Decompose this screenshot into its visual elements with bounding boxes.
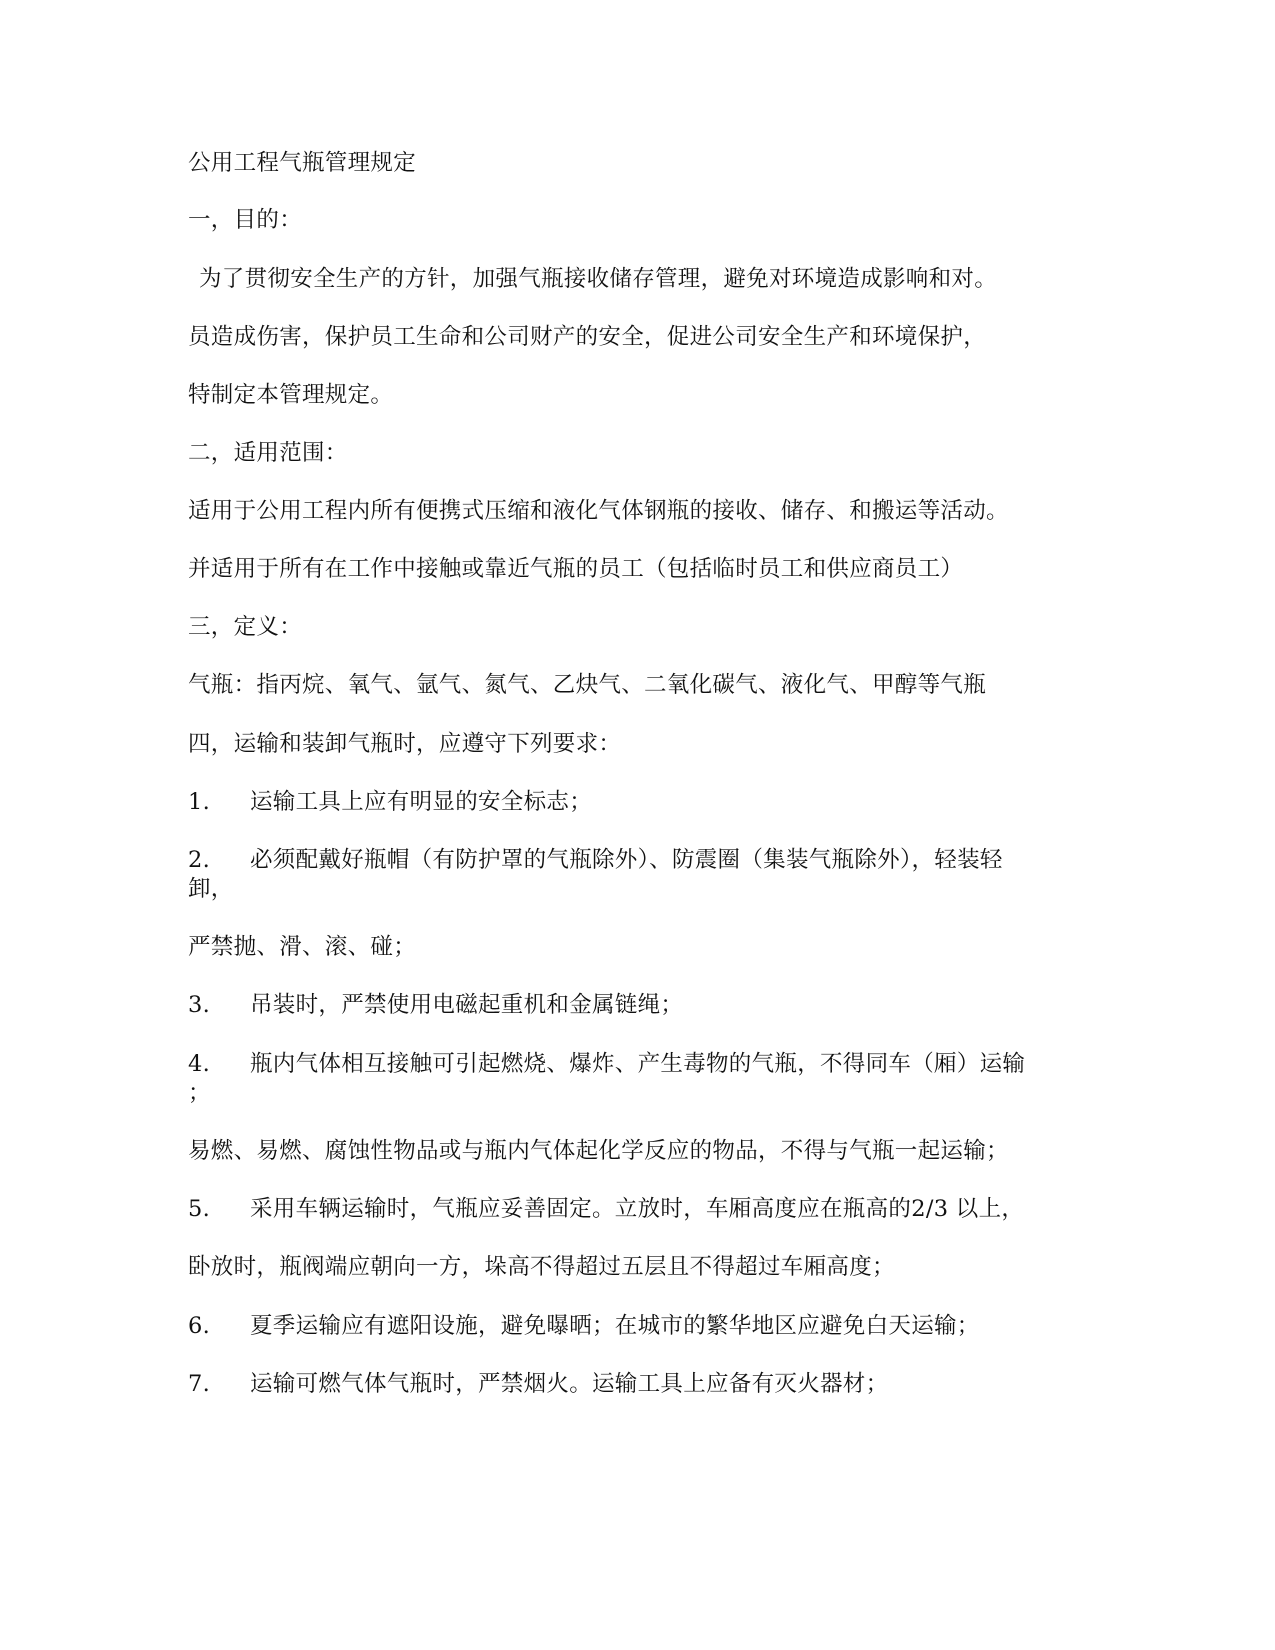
section2-paragraph-line1: 适用于公用工程内所有便携式压缩和液化气体钢瓶的接收、储存、和搬运等活动。 xyxy=(188,498,1009,524)
item-text-continuation: 易燃、易燃、腐蚀性物品或与瓶内气体起化学反应的物品，不得与气瓶一起运输； xyxy=(188,1138,1009,1164)
item-number: 2. xyxy=(188,847,211,873)
item-text: 采用车辆运输时，气瓶应妥善固定。立放时，车厢高度应在瓶高的2/3 以上， xyxy=(250,1196,1025,1222)
list-item xyxy=(188,1049,1025,1079)
item-number: 6. xyxy=(188,1313,211,1339)
item-text: 吊装时，严禁使用电磁起重机和金属链绳； xyxy=(250,992,684,1018)
list-item xyxy=(188,1369,888,1399)
section2-paragraph-line2: 并适用于所有在工作中接触或靠近气瓶的员工（包括临时员工和供应商员工） xyxy=(188,556,964,582)
item-text-continuation: 严禁抛、滑、滚、碰； xyxy=(188,934,417,960)
item-text-continuation: 卧放时，瓶阀端应朝向一方，垛高不得超过五层且不得超过车厢高度； xyxy=(188,1254,895,1280)
list-item xyxy=(188,990,683,1020)
section1-heading: 一，目的： xyxy=(188,207,303,233)
item-text: 夏季运输应有遮阳设施，避免曝晒；在城市的繁华地区应避免白天运输； xyxy=(250,1313,980,1339)
section1-paragraph-line2: 员造成伤害，保护员工生命和公司财产的安全，促进公司安全生产和环境保护， xyxy=(188,324,987,350)
document-title: 公用工程气瓶管理规定 xyxy=(188,150,417,176)
item-number: 4. xyxy=(188,1051,211,1077)
item-text-wrap: 卸， xyxy=(188,876,234,902)
item-text: 瓶内气体相互接触可引起燃烧、爆炸、产生毒物的气瓶，不得同车（厢）运输 xyxy=(250,1051,1026,1077)
item-number: 5. xyxy=(188,1196,211,1222)
item-text: 运输可燃气体气瓶时，严禁烟火。运输工具上应备有灭火器材； xyxy=(250,1371,889,1397)
section3-paragraph: 气瓶：指丙烷、氧气、氩气、氮气、乙炔气、二氧化碳气、液化气、甲醇等气瓶 xyxy=(188,672,987,698)
item-text-wrap: ； xyxy=(188,1080,211,1106)
item-number: 7. xyxy=(188,1371,211,1397)
section3-heading: 三，定义： xyxy=(188,614,303,640)
list-item xyxy=(188,1194,1024,1224)
section1-paragraph-line1: 为了贯彻安全生产的方针，加强气瓶接收储存管理，避免对环境造成影响和对。 xyxy=(199,266,998,292)
list-item xyxy=(188,787,592,817)
item-number: 1. xyxy=(188,789,211,815)
list-item xyxy=(188,845,1003,875)
item-number: 3. xyxy=(188,992,211,1018)
section1-paragraph-line3: 特制定本管理规定。 xyxy=(188,382,394,408)
list-item xyxy=(188,1311,980,1341)
section4-heading: 四，运输和装卸气瓶时，应遵守下列要求： xyxy=(188,731,622,757)
item-text: 运输工具上应有明显的安全标志； xyxy=(250,789,593,815)
section2-heading: 二，适用范围： xyxy=(188,440,348,466)
item-text: 必须配戴好瓶帽（有防护罩的气瓶除外）、防震圈（集装气瓶除外），轻装轻 xyxy=(250,847,1003,873)
